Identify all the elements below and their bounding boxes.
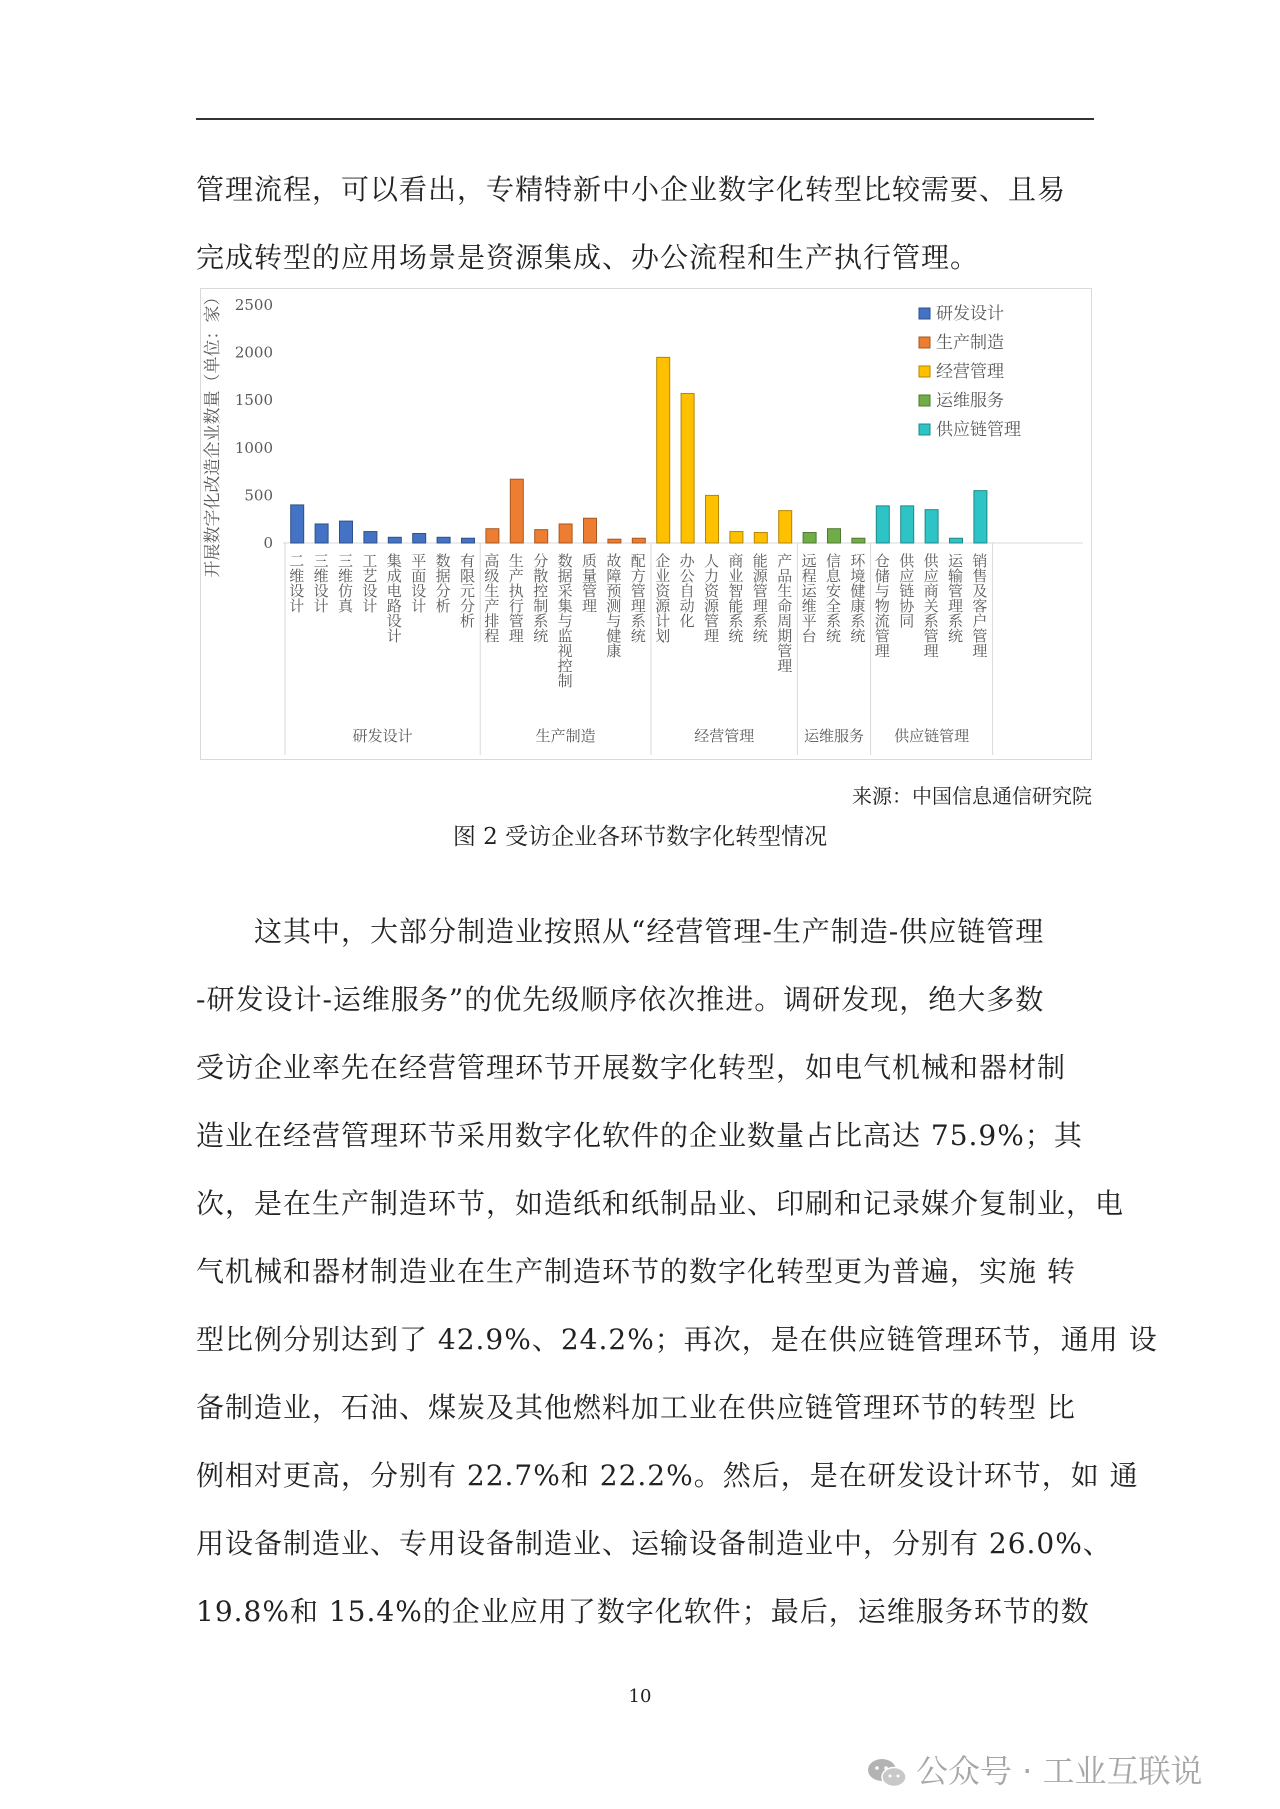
x-tick-label: 环境健康系统	[848, 553, 867, 643]
body-line: -研发设计-运维服务”的优先级顺序依次推进。调研发现，绝大多数	[196, 983, 1045, 1016]
body-line: 次，是在生产制造环节，如造纸和纸制品业、印刷和记录媒介复制业，电	[196, 1187, 1125, 1220]
x-tick-label: 办公自动化	[677, 553, 696, 628]
legend-swatch	[919, 337, 930, 348]
bar	[925, 510, 938, 543]
bar	[315, 524, 328, 543]
bar	[437, 537, 450, 543]
bar	[779, 511, 792, 543]
bar	[901, 506, 914, 543]
body-line: 例相对更高，分别有 22.7%和 22.2%。然后，是在研发设计环节，如 通	[196, 1459, 1139, 1492]
x-tick-label: 数据分析	[433, 553, 452, 613]
y-tick-label: 1000	[234, 438, 273, 457]
body-line: 备制造业，石油、煤炭及其他燃料加工业在供应链管理环节的转型 比	[196, 1391, 1076, 1424]
bar	[535, 530, 548, 543]
wechat-icon	[866, 1756, 908, 1790]
legend-swatch	[919, 308, 930, 319]
bar	[388, 537, 401, 543]
bar	[559, 524, 572, 543]
group-label: 生产制造	[535, 727, 596, 745]
x-tick-label: 有限元分析	[458, 553, 476, 628]
y-axis-label: 开展数字化改造企业数量（单位：家）	[203, 289, 223, 578]
x-tick-label: 远程运维平台	[799, 553, 818, 643]
legend-label: 生产制造	[936, 333, 1004, 353]
body-line: 型比例分别达到了 42.9%、24.2%；再次，是在供应链管理环节，通用 设	[196, 1323, 1158, 1356]
y-tick-label: 2000	[234, 343, 273, 362]
x-tick-label: 平面设计	[409, 553, 428, 613]
bar-chart	[201, 289, 1091, 759]
x-tick-label: 分散控制系统	[531, 553, 550, 643]
x-tick-label: 信息安全系统	[824, 553, 842, 643]
bar	[340, 521, 353, 543]
source-text: 来源：中国信息通信研究院	[852, 784, 1092, 808]
bar	[291, 505, 304, 543]
bar	[413, 533, 426, 543]
legend-label: 研发设计	[936, 304, 1004, 324]
bar	[608, 539, 621, 543]
y-tick-label: 0	[263, 534, 273, 552]
x-tick-label: 二维设计	[287, 553, 306, 613]
body-line: 用设备制造业、专用设备制造业、运输设备制造业中，分别有 26.0%、	[196, 1527, 1112, 1560]
x-tick-label: 产品生命周期管理	[775, 553, 794, 673]
text-line: 完成转型的应用场景是资源集成、办公流程和生产执行管理。	[196, 241, 980, 274]
bar	[681, 394, 694, 543]
x-tick-label: 仓储与物流管理	[872, 553, 891, 658]
x-tick-label: 三维仿真	[336, 553, 354, 613]
group-label: 供应链管理	[894, 727, 970, 745]
bar	[657, 357, 670, 543]
bar	[510, 479, 523, 543]
legend-label: 运维服务	[936, 391, 1004, 411]
chart-frame	[200, 288, 1092, 760]
body-line: 气机械和器材制造业在生产制造环节的数字化转型更为普遍，实施 转	[196, 1255, 1076, 1288]
watermark-text: 公众号 · 工业互联说	[916, 1752, 1203, 1790]
page-number: 10	[628, 1686, 652, 1707]
bar	[486, 529, 499, 543]
x-tick-label: 运输管理系统	[946, 553, 964, 643]
group-label: 经营管理	[694, 727, 755, 745]
x-tick-label: 数据采集与监视控制	[555, 553, 574, 688]
bar	[803, 533, 816, 543]
legend-swatch	[919, 424, 930, 435]
bar	[950, 538, 963, 543]
bar	[706, 495, 719, 543]
x-tick-label: 企业资源计划	[653, 553, 672, 643]
x-tick-label: 销售及客户管理	[970, 553, 989, 658]
y-tick-label: 1500	[234, 391, 273, 410]
bar	[754, 533, 767, 543]
legend-label: 供应链管理	[936, 420, 1021, 440]
x-tick-label: 生产执行管理	[506, 553, 525, 643]
x-tick-label: 供应商关系管理	[921, 553, 940, 658]
x-tick-label: 高级生产排程	[482, 553, 501, 643]
x-tick-label: 工艺设计	[360, 553, 379, 613]
bar	[364, 532, 377, 543]
x-tick-label: 能源管理系统	[750, 553, 769, 643]
legend-swatch	[919, 395, 930, 406]
text-line: 管理流程，可以看出，专精特新中小企业数字化转型比较需要、且易	[196, 173, 1067, 206]
watermark	[866, 1746, 1203, 1792]
x-tick-label: 故障预测与健康	[604, 553, 623, 658]
legend-label: 经营管理	[936, 362, 1004, 382]
body-line: 这其中，大部分制造业按照从“经营管理-生产制造-供应链管理	[196, 915, 1045, 948]
group-label: 运维服务	[803, 727, 865, 745]
bar	[852, 538, 865, 543]
bar	[974, 491, 987, 543]
x-tick-label: 人力资源管理	[702, 553, 720, 643]
bar	[730, 532, 743, 543]
x-tick-label: 配方管理系统	[628, 553, 647, 643]
figure-caption: 图 2 受访企业各环节数字化转型情况	[452, 824, 828, 850]
body-line: 19.8%和 15.4%的企业应用了数字化软件；最后，运维服务环节的数	[196, 1595, 1090, 1628]
x-tick-label: 三维设计	[311, 553, 330, 613]
body-line: 造业在经营管理环节采用数字化软件的企业数量占比高达 75.9%；其	[196, 1119, 1083, 1152]
x-tick-label: 供应链协同	[897, 553, 916, 628]
y-tick-label: 500	[244, 486, 273, 505]
bar	[462, 538, 475, 543]
body-line: 受访企业率先在经营管理环节开展数字化转型，如电气机械和器材制	[196, 1051, 1067, 1084]
group-label: 研发设计	[352, 727, 413, 745]
x-tick-label: 集成电路设计	[384, 553, 403, 643]
bar	[876, 506, 889, 543]
legend-swatch	[919, 366, 930, 377]
bar	[828, 529, 841, 543]
bar	[584, 518, 597, 543]
header-rule	[196, 118, 1094, 120]
x-tick-label: 商业智能系统	[726, 553, 745, 643]
bar	[632, 538, 645, 543]
x-tick-label: 质量管理	[580, 553, 598, 613]
y-tick-label: 2500	[234, 296, 273, 314]
